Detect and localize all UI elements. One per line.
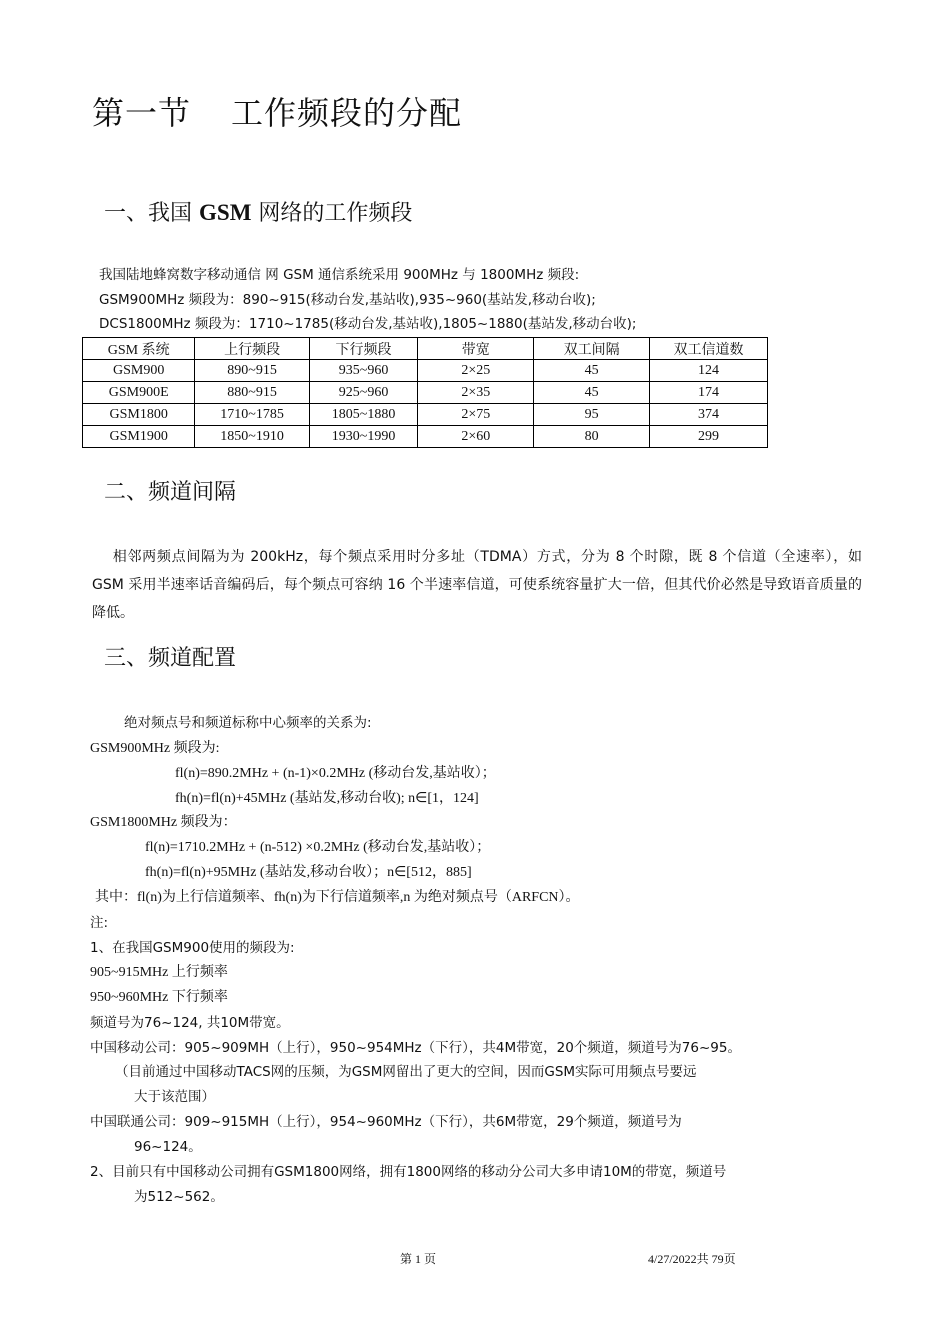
note-line: 为512~562。 [134, 1189, 224, 1205]
table-cell: 890~915 [195, 360, 309, 382]
note-line: 1、在我国GSM900使用的频段为: [90, 940, 295, 956]
table-row [83, 360, 768, 382]
where-note: 其中：fl(n)为上行信道频率、fh(n)为下行信道频率,n 为绝对频点号（ARFCN）。 [95, 890, 580, 905]
gsm-band-table [82, 337, 768, 448]
table-cell: 1930~1990 [309, 426, 417, 448]
table-header-cell: 带宽 [418, 338, 534, 360]
section2-heading: 二、频道间隔 [104, 480, 237, 505]
table-cell: 1710~1785 [195, 404, 309, 426]
section2-paragraph [92, 543, 862, 627]
footer-page-number: 第 1 页 [400, 1252, 437, 1266]
table-cell: 2×60 [418, 426, 534, 448]
table-cell: 2×35 [418, 382, 534, 404]
gsm900-formula-up: fl(n)=890.2MHz + (n-1)×0.2MHz (移动台发,基站收）； [175, 766, 496, 781]
section1-line3: DCS1800MHz 频段为：1710~1785(移动台发,基站收),1805~1880(基站发,移动台收); [99, 316, 637, 332]
table-row [83, 404, 768, 426]
table-row [83, 382, 768, 404]
note-line: 频道号为76~124, 共10M带宽。 [90, 1015, 290, 1031]
title-section-number: 第一节 [92, 94, 192, 132]
table-cell: GSM1900 [83, 426, 195, 448]
table-cell: 880~915 [195, 382, 309, 404]
table-header-cell: 双工信道数 [650, 338, 768, 360]
table-header-cell: 双工间隔 [534, 338, 650, 360]
table-cell: 124 [650, 360, 768, 382]
note-line: 中国联通公司：909~915MH（上行），954~960MHz（下行），共6M带宽，29个频道，频道号为 [90, 1114, 682, 1130]
table-cell: 1805~1880 [309, 404, 417, 426]
gsm900-label: GSM900MHz 频段为: [90, 741, 220, 756]
gsm1800-formula-up: fl(n)=1710.2MHz + (n-512) ×0.2MHz (移动台发,基站收）； [145, 840, 491, 855]
note-line: 2、目前只有中国移动公司拥有GSM1800网络，拥有1800网络的移动分公司大多申请10M的带宽，频道号 [90, 1164, 727, 1180]
gsm1800-formula-down: fh(n)=fl(n)+95MHz (基站发,移动台收）；n∈[512，885] [145, 865, 472, 880]
section1-heading-pre: 一、我国 [104, 201, 193, 226]
note-line: 905~915MHz 上行频率 [90, 965, 228, 980]
note-line: （目前通过中国移动TACS网的压频，为GSM网留出了更大的空间，因而GSM实际可用频点号要远 [115, 1064, 697, 1080]
table-cell: GSM900 [83, 360, 195, 382]
table-cell: 935~960 [309, 360, 417, 382]
note-line: 中国移动公司：905~909MH（上行），950~954MHz（下行），共4M带宽，20个频道，频道号为76~95。 [90, 1040, 741, 1056]
table-cell: 2×75 [418, 404, 534, 426]
table-cell: 95 [534, 404, 650, 426]
note-line: 大于该范围） [134, 1089, 215, 1105]
table-cell: 2×25 [418, 360, 534, 382]
table-header-cell: GSM 系统 [83, 338, 195, 360]
section1-heading [104, 196, 412, 227]
section1-line2: GSM900MHz 频段为：890~915(移动台发,基站收),935~960(基站发,移动台收); [99, 292, 596, 308]
title-text: 工作频段的分配 [231, 94, 463, 132]
gsm1800-label: GSM1800MHz 频段为： [90, 815, 237, 830]
page-title [92, 88, 462, 134]
note-line: 96~124。 [134, 1139, 202, 1155]
footer-date: 4/27/2022共 79页 [648, 1252, 736, 1266]
section3-heading: 三、频道配置 [104, 646, 237, 671]
section1-heading-bold: GSM [199, 200, 252, 225]
note-label: 注: [90, 915, 109, 931]
table-cell: 45 [534, 360, 650, 382]
note-line: 950~960MHz 下行频率 [90, 990, 228, 1005]
table-cell: GSM900E [83, 382, 195, 404]
table-cell: 174 [650, 382, 768, 404]
table-cell: 80 [534, 426, 650, 448]
table-cell: 1850~1910 [195, 426, 309, 448]
table-cell: 925~960 [309, 382, 417, 404]
table-cell: 374 [650, 404, 768, 426]
section1-heading-post: 网络的工作频段 [258, 201, 413, 226]
table-cell: 299 [650, 426, 768, 448]
table-header-row [83, 338, 768, 360]
section1-line1: 我国陆地蜂窝数字移动通信 网 GSM 通信系统采用 900MHz 与 1800MHz 频段: [99, 267, 580, 283]
section2-paragraph-text: 相邻两频点间隔为为 200kHz，每个频点采用时分多址（TDMA）方式，分为 8 个时隙，既 8 个信道（全速率），如 GSM 采用半速率话音编码后，每个频点可容纳 16 个半速率信道，可使系统容量扩大一倍，但其代价必然是导致语音质量的降低。 [92, 549, 862, 621]
table-cell: GSM1800 [83, 404, 195, 426]
table-row [83, 426, 768, 448]
table-header-cell: 上行频段 [195, 338, 309, 360]
section3-intro: 绝对频点号和频道标称中心频率的关系为: [124, 715, 372, 731]
table-header-cell: 下行频段 [309, 338, 417, 360]
table-cell: 45 [534, 382, 650, 404]
gsm900-formula-down: fh(n)=fl(n)+45MHz (基站发,移动台收); n∈[1，124] [175, 791, 479, 806]
